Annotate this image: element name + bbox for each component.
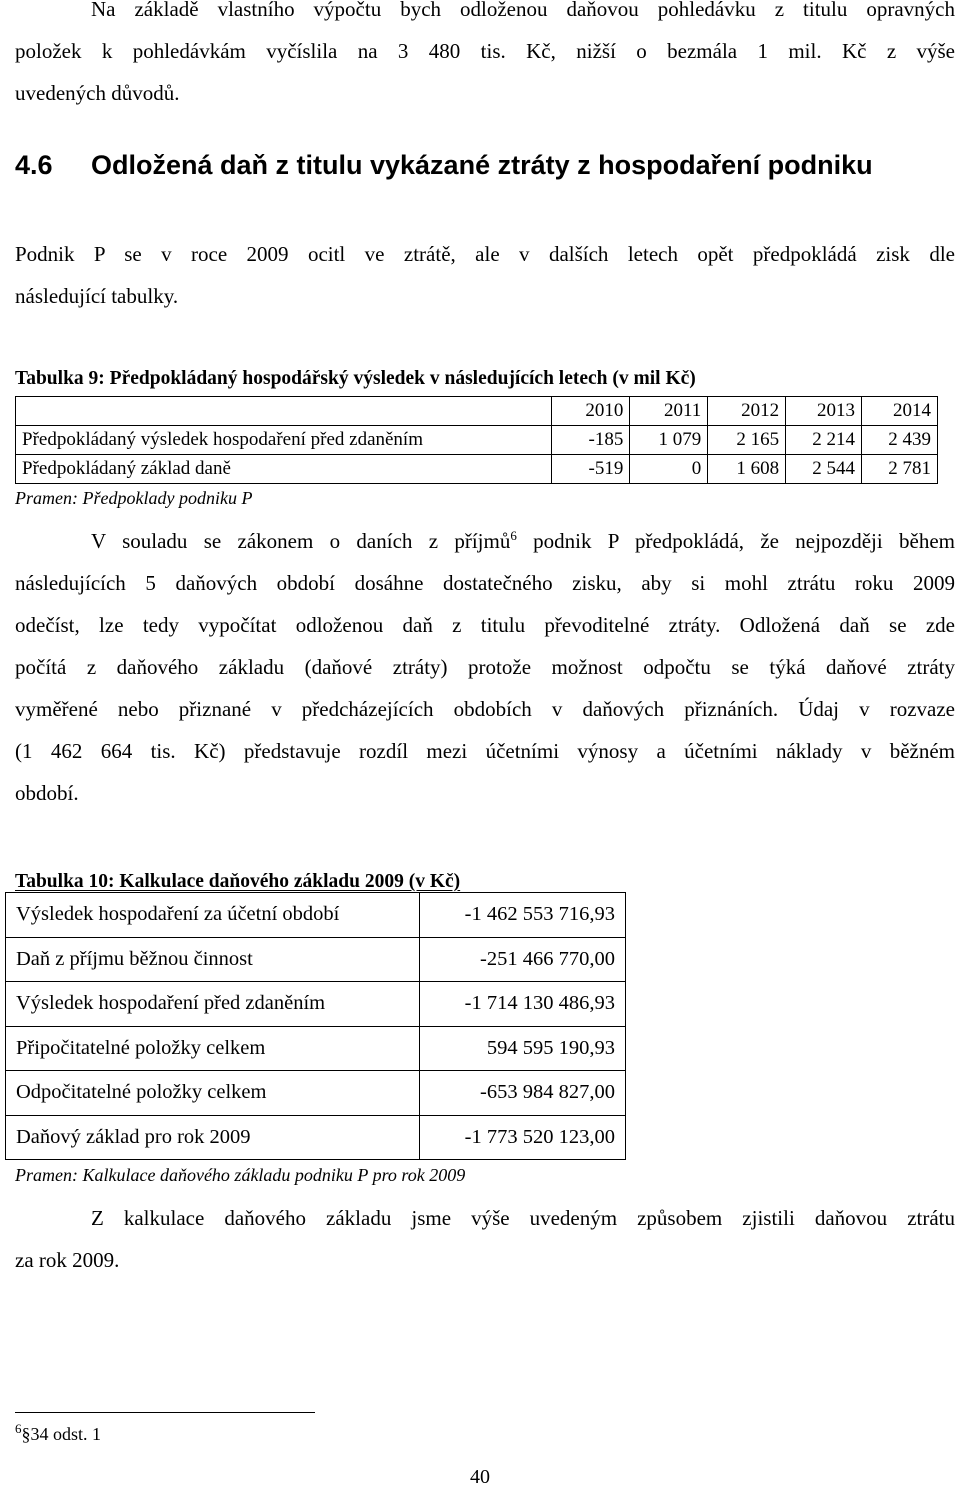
paragraph-2-line-4: počítá z daňového základu (daňové ztráty) protože možnost odpočtu se týká daňové ztráty [15, 655, 955, 679]
table-9-cell: -519 [552, 455, 630, 484]
table-row [16, 426, 938, 455]
paragraph-3 [15, 1197, 955, 1281]
table-9-cell: 2 781 [862, 455, 938, 484]
table-9-cell: 1 608 [708, 455, 786, 484]
table-9-row-label: Předpokládaný výsledek hospodaření před zdaněním [16, 426, 552, 455]
table-row [6, 1115, 626, 1160]
table-10-value: -653 984 827,00 [420, 1071, 626, 1116]
table-10-value: -251 466 770,00 [420, 937, 626, 982]
table-10-value: -1 714 130 486,93 [420, 982, 626, 1027]
paragraph-2-line-3: odečíst, lze tedy vypočítat odloženou daň z titulu převoditelné ztráty. Odložená daň se zde [15, 613, 955, 637]
footnote [15, 1421, 102, 1445]
table-9-row-label: Předpokládaný základ daně [16, 455, 552, 484]
table-10-row-label: Výsledek hospodaření před zdaněním [6, 982, 420, 1027]
table-10-value: 594 595 190,93 [420, 1026, 626, 1071]
table-10-row-label: Výsledek hospodaření za účetní období [6, 893, 420, 938]
intro-paragraph [15, 0, 955, 114]
section-title: Odložená daň z titulu vykázané ztráty z hospodaření podniku [91, 150, 873, 180]
section-heading [15, 150, 873, 181]
table-10-row-label: Připočitatelné položky celkem [6, 1026, 420, 1071]
table-9-corner-cell [16, 397, 552, 426]
table-9-caption: Tabulka 9: Předpokládaný hospodářský výsledek v následujících letech (v mil Kč) [15, 368, 696, 389]
table-10-row-label: Daňový základ pro rok 2009 [6, 1115, 420, 1160]
paragraph-2-line-7: období. [15, 781, 79, 805]
paragraph-3-line-1: Z kalkulace daňového základu jsme výše uvedeným způsobem zjistili daňovou ztrátu [91, 1206, 955, 1230]
paragraph-1-line-2: následující tabulky. [15, 284, 179, 308]
table-9 [15, 396, 938, 484]
footnote-reference: 6 [510, 528, 517, 543]
table-10-caption: Tabulka 10: Kalkulace daňového základu 2009 (v Kč) [15, 871, 461, 892]
paragraph-2-line-1 [15, 520, 955, 562]
intro-line-2: položek k pohledávkám vyčíslila na 3 480 tis. Kč, nižší o bezmála 1 mil. Kč z výše [15, 39, 955, 63]
intro-line-1: Na základě vlastního výpočtu bych odloženou daňovou pohledávku z titulu opravných [91, 0, 955, 21]
table-9-cell: 0 [630, 455, 708, 484]
table-9-cell: -185 [552, 426, 630, 455]
table-9-year: 2013 [786, 397, 862, 426]
footnote-number: 6 [15, 1421, 22, 1436]
table-9-source: Pramen: Předpoklady podniku P [15, 488, 253, 508]
table-10-source: Pramen: Kalkulace daňového základu podniku P pro rok 2009 [15, 1165, 466, 1185]
table-row [16, 455, 938, 484]
paragraph-2-line-1a: V souladu se zákonem o daních z příjmů [91, 529, 511, 553]
table-row [6, 982, 626, 1027]
table-9-cell: 1 079 [630, 426, 708, 455]
table-9-cell: 2 214 [786, 426, 862, 455]
table-9-year: 2011 [630, 397, 708, 426]
table-9-year: 2012 [708, 397, 786, 426]
table-10-row-label: Odpočitatelné položky celkem [6, 1071, 420, 1116]
table-9-cell: 2 439 [862, 426, 938, 455]
paragraph-1 [15, 233, 955, 317]
table-row [6, 937, 626, 982]
intro-line-3: uvedených důvodů. [15, 81, 180, 105]
table-9-cell: 2 165 [708, 426, 786, 455]
table-9-header-row [16, 397, 938, 426]
paragraph-2-line-2: následujících 5 daňových období dosáhne dostatečného zisku, aby si mohl ztrátu roku 2009 [15, 571, 955, 595]
table-10-value: -1 462 553 716,93 [420, 893, 626, 938]
table-9-cell: 2 544 [786, 455, 862, 484]
table-9-year: 2014 [862, 397, 938, 426]
table-9-year: 2010 [552, 397, 630, 426]
paragraph-1-line-1: Podnik P se v roce 2009 ocitl ve ztrátě, ale v dalších letech opět předpokládá zisk dle [15, 242, 955, 266]
table-10-value: -1 773 520 123,00 [420, 1115, 626, 1160]
table-row [6, 1071, 626, 1116]
table-row [6, 1026, 626, 1071]
page-number: 40 [470, 1466, 490, 1488]
section-number: 4.6 [15, 150, 53, 180]
footnote-text: §34 odst. 1 [21, 1424, 102, 1444]
paragraph-2 [15, 520, 955, 814]
footnote-separator [15, 1412, 315, 1413]
paragraph-2-line-6: (1 462 664 tis. Kč) představuje rozdíl mezi účetními výnosy a účetními náklady v běžném [15, 739, 955, 763]
table-10 [5, 892, 626, 1160]
paragraph-3-line-2: za rok 2009. [15, 1248, 120, 1272]
paragraph-2-line-1b: podnik P předpokládá, že nejpozději během [516, 529, 956, 553]
table-row [6, 893, 626, 938]
paragraph-2-line-5: vyměřené nebo přiznané v předcházejících obdobích v daňových přiznáních. Údaj v rozvaze [15, 697, 955, 721]
table-10-row-label: Daň z příjmu běžnou činnost [6, 937, 420, 982]
